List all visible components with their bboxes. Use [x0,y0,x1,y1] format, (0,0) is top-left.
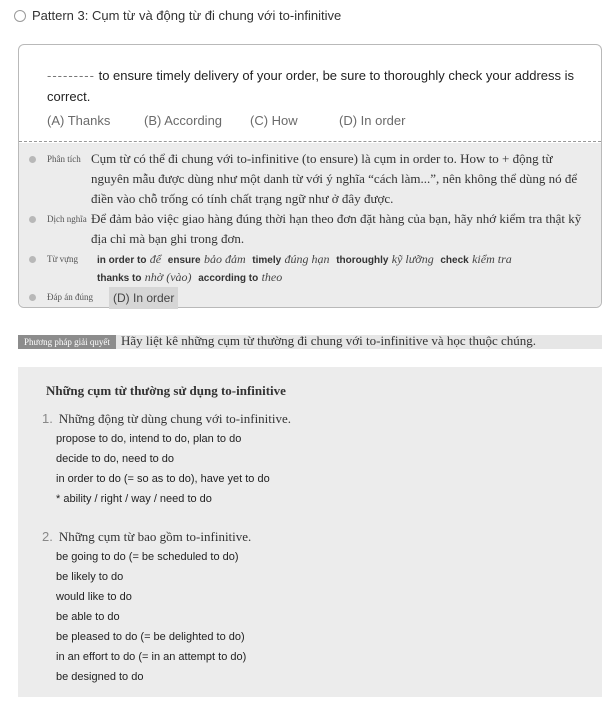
vocab-meaning: theo [261,270,283,284]
vocab-meaning: kiểm tra [472,252,512,266]
option-a[interactable]: (A) Thanks [47,113,111,128]
section-heading-text: Những cụm từ bao gồm to-infinitive. [58,529,252,544]
vocab-meaning: kỹ lưỡng [391,252,434,266]
analysis-line: điền vào chỗ trống có tính chất trạng ngữ như ở đây được. [91,191,394,206]
vocab-meaning: nhờ (vào) [144,270,192,284]
section-heading-text: Những động từ dùng chung với to-infinitive. [58,411,292,426]
section-number: 1. [42,411,53,426]
section-number: 2. [42,529,53,544]
list-title: Những cụm từ thường sử dụng to-infinitive [46,383,286,398]
option-c[interactable]: (C) How [250,113,298,128]
translation-line: Để đảm bảo việc giao hàng đúng thời hạn theo đơn đặt hàng của bạn, hãy nhớ kiểm tra thật kỹ [91,211,582,226]
vocab-term: according to [198,273,259,284]
explanation-panel [19,143,601,307]
question-card [18,44,602,308]
list-item: be likely to do [56,571,124,583]
vocab-term: check [440,255,469,266]
list-item: decide to do, need to do [56,453,175,465]
dot-bullet-icon [29,294,36,301]
dot-bullet-icon [29,156,36,163]
translation-line: địa chỉ mà bạn ghi trong đơn. [91,231,245,246]
answer-label: Đáp án đúng [47,292,93,302]
list-item: in order to do (= so as to do), have yet to do [56,473,270,485]
vocabulary-row [29,249,589,289]
dot-bullet-icon [29,216,36,223]
dot-bullet-icon [29,256,36,263]
list-item: be able to do [56,611,120,623]
option-d[interactable]: (D) In order [339,113,406,128]
method-text: Hãy liệt kê những cụm từ thường đi chung với to-infinitive và học thuộc chúng. [121,333,537,348]
translation-label: Dịch nghĩa [47,214,87,224]
dashed-divider [19,141,601,142]
list-item: * ability / right / way / need to do [56,493,212,505]
question-sentence: to ensure timely delivery of your order, be sure to thoroughly check your address is correct. [47,68,575,104]
vocab-meaning: đúng hạn [284,252,330,266]
analysis-label: Phân tích [47,154,81,164]
option-b[interactable]: (B) According [144,113,223,128]
phrase-list-box [18,367,602,697]
vocab-term: thanks to [97,273,142,284]
answer-blank: --------- [47,68,95,83]
translation-text [91,209,591,249]
analysis-line: nguyên mẫu được dùng như một danh từ với ý nghĩa “cách làm...”, nên không thể dùng nó để [91,171,578,186]
list-item: be pleased to do (= be delighted to do) [56,631,245,643]
vocabulary-label: Từ vựng [47,254,79,264]
list-item: be going to do (= be scheduled to do) [56,551,239,563]
question-text [47,65,587,107]
list-item: in an effort to do (= in an attempt to do) [56,651,247,663]
correct-answer: (D) In order [109,287,178,309]
vocabulary-line-2 [97,267,282,289]
circle-bullet-icon [14,10,26,22]
vocab-term: in order to [97,255,147,266]
section-2-heading [42,529,251,545]
vocab-term: thoroughly [336,255,389,266]
pattern-heading [14,8,341,23]
list-item: be designed to do [56,671,144,683]
method-tag: Phương pháp giải quyết [18,335,116,349]
pattern-title: Pattern 3: Cụm từ và động từ đi chung với to-infinitive [32,8,342,23]
vocab-term: ensure [167,255,201,266]
vocab-meaning: để [149,252,162,266]
list-item: propose to do, intend to do, plan to do [56,433,242,445]
list-item: would like to do [56,591,132,603]
vocab-meaning: bảo đảm [203,252,246,266]
analysis-line: Cụm từ có thể đi chung với to-infinitive (to ensure) là cụm in order to. How to + động từ [91,151,553,166]
vocab-term: timely [252,255,282,266]
analysis-text [91,149,591,209]
section-1-heading [42,411,291,427]
